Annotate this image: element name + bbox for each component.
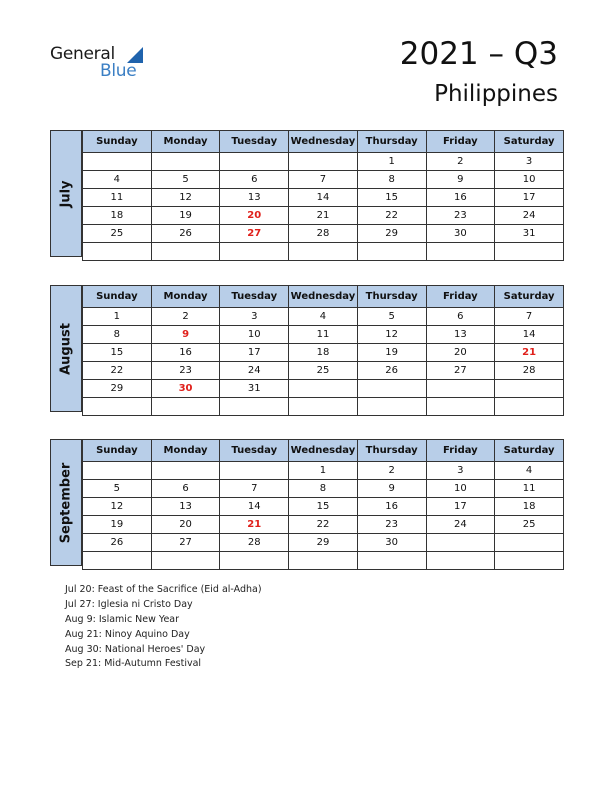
holiday-day-cell: 9: [151, 326, 220, 344]
day-cell: 10: [426, 480, 495, 498]
day-cell: 19: [357, 344, 426, 362]
weekday-header: Monday: [151, 286, 220, 308]
day-cell: 20: [426, 344, 495, 362]
day-cell: 18: [495, 498, 564, 516]
day-cell: 1: [83, 308, 152, 326]
empty-day-cell: [151, 153, 220, 171]
empty-day-cell: [289, 243, 358, 261]
empty-day-cell: [426, 534, 495, 552]
weekday-header: Wednesday: [289, 131, 358, 153]
empty-day-cell: [220, 243, 289, 261]
empty-day-cell: [151, 462, 220, 480]
day-cell: 7: [495, 308, 564, 326]
day-cell: 19: [83, 516, 152, 534]
empty-day-cell: [495, 380, 564, 398]
day-cell: 17: [220, 344, 289, 362]
day-cell: 5: [151, 171, 220, 189]
day-cell: 2: [426, 153, 495, 171]
day-cell: 6: [426, 308, 495, 326]
day-cell: 14: [495, 326, 564, 344]
day-cell: 24: [495, 207, 564, 225]
day-cell: 8: [357, 171, 426, 189]
month-name: July: [58, 179, 74, 208]
week-row: [83, 498, 564, 516]
day-cell: 4: [289, 308, 358, 326]
week-row: [83, 308, 564, 326]
empty-day-cell: [357, 243, 426, 261]
day-cell: 7: [289, 171, 358, 189]
weekday-header: Friday: [426, 131, 495, 153]
week-row: [83, 153, 564, 171]
day-cell: 22: [357, 207, 426, 225]
weekday-header: Monday: [151, 131, 220, 153]
week-row: [83, 552, 564, 570]
holiday-notes: [65, 583, 262, 672]
empty-day-cell: [495, 534, 564, 552]
day-cell: 31: [495, 225, 564, 243]
day-cell: 13: [426, 326, 495, 344]
day-cell: 2: [357, 462, 426, 480]
weekday-header: Sunday: [83, 286, 152, 308]
day-cell: 9: [426, 171, 495, 189]
weekday-header: Tuesday: [220, 286, 289, 308]
day-cell: 27: [426, 362, 495, 380]
week-row: [83, 516, 564, 534]
day-cell: 23: [426, 207, 495, 225]
week-row: [83, 326, 564, 344]
month-name: September: [58, 462, 74, 543]
weekday-header: Thursday: [357, 286, 426, 308]
day-cell: 13: [220, 189, 289, 207]
weekday-header: Wednesday: [289, 440, 358, 462]
page-title: 2021 – Q3: [399, 36, 558, 72]
day-cell: 16: [151, 344, 220, 362]
day-cell: 29: [289, 534, 358, 552]
empty-day-cell: [289, 153, 358, 171]
weekday-header: Friday: [426, 286, 495, 308]
country-name: Philippines: [434, 81, 558, 107]
day-cell: 14: [220, 498, 289, 516]
empty-day-cell: [83, 243, 152, 261]
day-cell: 29: [357, 225, 426, 243]
month-august: [50, 285, 564, 412]
week-row: [83, 225, 564, 243]
day-cell: 28: [289, 225, 358, 243]
holiday-day-cell: 30: [151, 380, 220, 398]
day-cell: 17: [426, 498, 495, 516]
calendar-table: [82, 439, 564, 570]
holiday-note: Aug 30: National Heroes' Day: [65, 643, 206, 655]
empty-day-cell: [83, 552, 152, 570]
day-cell: 22: [289, 516, 358, 534]
empty-day-cell: [495, 398, 564, 416]
week-row: [83, 380, 564, 398]
day-cell: 28: [495, 362, 564, 380]
day-cell: 2: [151, 308, 220, 326]
empty-day-cell: [357, 398, 426, 416]
month-september: [50, 439, 564, 566]
weekday-header: Sunday: [83, 131, 152, 153]
holiday-day-cell: 21: [495, 344, 564, 362]
day-cell: 6: [151, 480, 220, 498]
week-row: [83, 243, 564, 261]
week-row: [83, 344, 564, 362]
day-cell: 23: [151, 362, 220, 380]
day-cell: 11: [289, 326, 358, 344]
day-cell: 26: [357, 362, 426, 380]
day-cell: 30: [426, 225, 495, 243]
holiday-note: Jul 20: Feast of the Sacrifice (Eid al-Adha): [65, 584, 262, 595]
day-cell: 8: [289, 480, 358, 498]
empty-day-cell: [289, 552, 358, 570]
weekday-header: Saturday: [495, 440, 564, 462]
day-cell: 18: [289, 344, 358, 362]
day-cell: 26: [151, 225, 220, 243]
week-row: [83, 480, 564, 498]
day-cell: 10: [495, 171, 564, 189]
day-cell: 30: [357, 534, 426, 552]
day-cell: 16: [357, 498, 426, 516]
day-cell: 23: [357, 516, 426, 534]
month-label: [50, 439, 82, 566]
day-cell: 22: [83, 362, 152, 380]
weekday-header: Thursday: [357, 440, 426, 462]
day-cell: 25: [83, 225, 152, 243]
holiday-day-cell: 27: [220, 225, 289, 243]
day-cell: 21: [289, 207, 358, 225]
month-july: [50, 130, 564, 257]
day-cell: 4: [495, 462, 564, 480]
day-cell: 4: [83, 171, 152, 189]
day-cell: 15: [357, 189, 426, 207]
day-cell: 16: [426, 189, 495, 207]
empty-day-cell: [426, 552, 495, 570]
weekday-header: Wednesday: [289, 286, 358, 308]
day-cell: 3: [426, 462, 495, 480]
day-cell: 5: [357, 308, 426, 326]
calendar-table: [82, 130, 564, 261]
empty-day-cell: [83, 398, 152, 416]
weekday-header: Saturday: [495, 131, 564, 153]
week-row: [83, 207, 564, 225]
day-cell: 25: [495, 516, 564, 534]
day-cell: 18: [83, 207, 152, 225]
day-cell: 24: [426, 516, 495, 534]
empty-day-cell: [220, 398, 289, 416]
month-name: August: [58, 322, 74, 375]
holiday-note: Aug 9: Islamic New Year: [65, 613, 180, 625]
weekday-header-row: [83, 440, 564, 462]
empty-day-cell: [220, 462, 289, 480]
day-cell: 9: [357, 480, 426, 498]
weekday-header: Tuesday: [220, 131, 289, 153]
holiday-note: Jul 27: Iglesia ni Cristo Day: [65, 598, 193, 610]
weekday-header: Saturday: [495, 286, 564, 308]
day-cell: 19: [151, 207, 220, 225]
empty-day-cell: [426, 380, 495, 398]
day-cell: 27: [151, 534, 220, 552]
empty-day-cell: [426, 398, 495, 416]
week-row: [83, 398, 564, 416]
week-row: [83, 189, 564, 207]
empty-day-cell: [357, 552, 426, 570]
logo: [50, 44, 160, 84]
holiday-day-cell: 21: [220, 516, 289, 534]
day-cell: 12: [83, 498, 152, 516]
weekday-header-row: [83, 131, 564, 153]
empty-day-cell: [495, 243, 564, 261]
day-cell: 24: [220, 362, 289, 380]
day-cell: 1: [357, 153, 426, 171]
day-cell: 11: [495, 480, 564, 498]
day-cell: 5: [83, 480, 152, 498]
month-label: [50, 130, 82, 257]
empty-day-cell: [83, 153, 152, 171]
day-cell: 31: [220, 380, 289, 398]
day-cell: 28: [220, 534, 289, 552]
weekday-header: Thursday: [357, 131, 426, 153]
day-cell: 12: [357, 326, 426, 344]
day-cell: 1: [289, 462, 358, 480]
empty-day-cell: [151, 398, 220, 416]
day-cell: 15: [83, 344, 152, 362]
day-cell: 26: [83, 534, 152, 552]
day-cell: 14: [289, 189, 358, 207]
week-row: [83, 362, 564, 380]
day-cell: 7: [220, 480, 289, 498]
empty-day-cell: [151, 552, 220, 570]
day-cell: 10: [220, 326, 289, 344]
day-cell: 3: [220, 308, 289, 326]
day-cell: 20: [151, 516, 220, 534]
weekday-header: Monday: [151, 440, 220, 462]
day-cell: 29: [83, 380, 152, 398]
empty-day-cell: [357, 380, 426, 398]
empty-day-cell: [220, 552, 289, 570]
week-row: [83, 171, 564, 189]
day-cell: 17: [495, 189, 564, 207]
day-cell: 6: [220, 171, 289, 189]
day-cell: 25: [289, 362, 358, 380]
week-row: [83, 462, 564, 480]
weekday-header: Sunday: [83, 440, 152, 462]
day-cell: 15: [289, 498, 358, 516]
week-row: [83, 534, 564, 552]
day-cell: 13: [151, 498, 220, 516]
empty-day-cell: [495, 552, 564, 570]
holiday-day-cell: 20: [220, 207, 289, 225]
logo-general-text: General: [50, 44, 115, 64]
calendar-table: [82, 285, 564, 416]
empty-day-cell: [426, 243, 495, 261]
empty-day-cell: [289, 380, 358, 398]
day-cell: 12: [151, 189, 220, 207]
month-label: [50, 285, 82, 412]
logo-blue-text: Blue: [100, 61, 137, 81]
empty-day-cell: [83, 462, 152, 480]
empty-day-cell: [151, 243, 220, 261]
holiday-note: Aug 21: Ninoy Aquino Day: [65, 628, 190, 640]
empty-day-cell: [220, 153, 289, 171]
day-cell: 11: [83, 189, 152, 207]
weekday-header-row: [83, 286, 564, 308]
weekday-header: Tuesday: [220, 440, 289, 462]
day-cell: 3: [495, 153, 564, 171]
day-cell: 8: [83, 326, 152, 344]
weekday-header: Friday: [426, 440, 495, 462]
holiday-note: Sep 21: Mid-Autumn Festival: [65, 658, 202, 670]
empty-day-cell: [289, 398, 358, 416]
